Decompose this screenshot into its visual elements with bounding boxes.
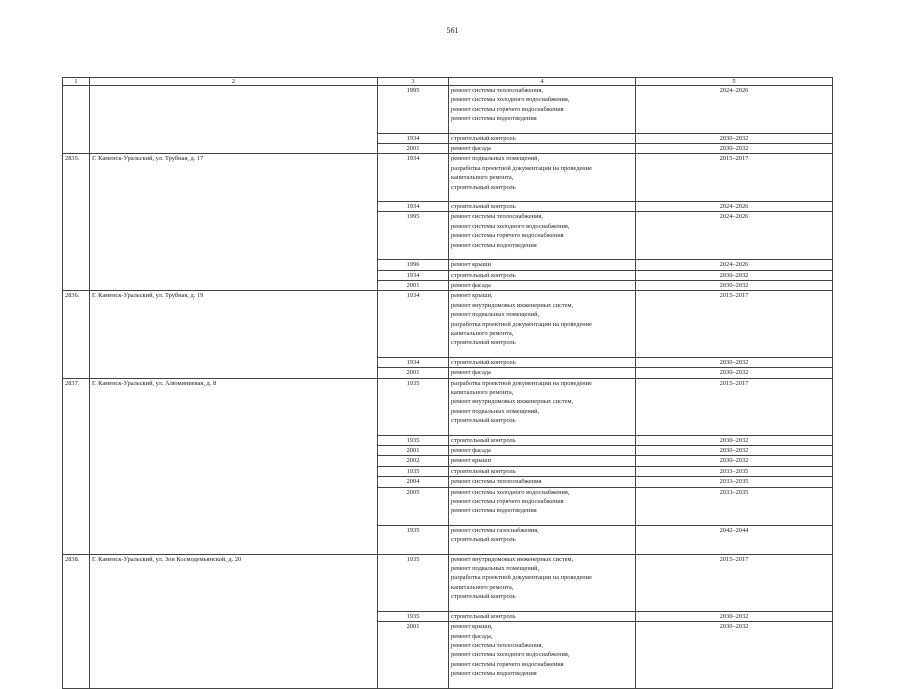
construction-year-cell: 1935	[378, 435, 449, 445]
work-item: ремонт подвальных помещений,	[451, 407, 540, 415]
address-cell: Г. Каменск-Уральский, ул. Зои Космодемьянской, д. 20	[90, 554, 378, 688]
work-list-cell	[449, 86, 636, 134]
work-item: ремонт системы горячего водоснабжения	[451, 105, 564, 113]
table-body	[63, 78, 833, 689]
work-item: ремонт системы водоотведения	[451, 507, 537, 515]
spacer	[451, 516, 633, 525]
work-item: строительный контроль	[451, 134, 516, 142]
work-item: ремонт системы теплоснабжения,	[451, 213, 544, 221]
work-list-cell	[449, 611, 636, 621]
construction-year-cell: 1935	[378, 378, 449, 435]
table-row	[63, 291, 833, 357]
work-list-cell	[449, 133, 636, 143]
period-cell: 2030–2032	[636, 611, 833, 621]
construction-year-cell: 2001	[378, 144, 449, 154]
entry-number-cell	[63, 86, 90, 154]
work-item: разработка проектной документации на проведение	[451, 320, 592, 328]
work-item: строительный контроль	[451, 271, 516, 279]
table-row	[63, 554, 833, 611]
period-cell: 2030–2032	[636, 456, 833, 466]
construction-year-cell: 1934	[378, 291, 449, 357]
spacer	[451, 545, 633, 554]
period-cell: 2024–2026	[636, 202, 833, 212]
work-item: капитального ремонта,	[451, 174, 514, 182]
construction-year-cell: 1934	[378, 133, 449, 143]
spacer	[451, 192, 633, 201]
construction-year-cell: 1995	[378, 86, 449, 134]
period-cell: 2030–2032	[636, 133, 833, 143]
spacer	[451, 679, 633, 688]
work-item: ремонт системы горячего водоснабжения	[451, 660, 564, 668]
column-number-row	[63, 78, 833, 86]
work-item: ремонт системы теплоснабжения,	[451, 87, 544, 94]
address-cell: Г. Каменск-Уральский, ул. Трубная, д. 17	[90, 154, 378, 291]
construction-year-cell: 2001	[378, 622, 449, 688]
construction-year-cell: 2005	[378, 487, 449, 525]
work-item: ремонт системы водоотведения	[451, 670, 537, 678]
work-item: ремонт подвальных помещений,	[451, 155, 540, 163]
page-number: 561	[446, 26, 459, 35]
construction-year-cell: 1935	[378, 611, 449, 621]
period-cell: 2030–2032	[636, 622, 833, 688]
work-list-cell	[449, 280, 636, 290]
entry-number-cell: 2835.	[63, 154, 90, 291]
spacer	[451, 602, 633, 611]
column-header: 4	[449, 78, 636, 86]
address-cell: Г. Каменск-Уральский, ул. Трубная, д. 19	[90, 291, 378, 378]
work-list-cell	[449, 378, 636, 435]
period-cell: 2042–2044	[636, 525, 833, 554]
period-cell: 2015–2017	[636, 154, 833, 202]
address-cell: Г. Каменск-Уральский, ул. Алюминиевая, д. 8	[90, 378, 378, 554]
construction-year-cell: 1935	[378, 525, 449, 554]
table-row	[63, 378, 833, 435]
period-cell: 2030–2032	[636, 280, 833, 290]
work-item: строительный контроль	[451, 417, 516, 425]
entry-number-cell: 2836.	[63, 291, 90, 378]
work-list-cell	[449, 554, 636, 611]
work-item: строительный контроль	[451, 593, 516, 601]
work-item: ремонт фасада	[451, 281, 491, 289]
column-header: 1	[63, 78, 90, 86]
construction-year-cell: 2004	[378, 477, 449, 487]
work-item: ремонт внутридомовых инженерных систем,	[451, 555, 574, 563]
period-cell: 2015–2017	[636, 291, 833, 357]
work-item: строительный контроль	[451, 536, 516, 544]
construction-year-cell: 1934	[378, 154, 449, 202]
construction-year-cell: 1934	[378, 202, 449, 212]
column-header: 3	[378, 78, 449, 86]
period-cell: 2030–2032	[636, 435, 833, 445]
work-item: разработка проектной документации на проведение	[451, 379, 592, 387]
work-item: строительный контроль	[451, 203, 516, 211]
work-item: ремонт системы водоотведения	[451, 241, 537, 249]
construction-year-cell: 1995	[378, 212, 449, 260]
period-cell: 2024–2026	[636, 86, 833, 134]
period-cell: 2015–2017	[636, 378, 833, 435]
work-item: ремонт крыши	[451, 457, 492, 465]
period-cell: 2030–2032	[636, 446, 833, 456]
work-list-cell	[449, 368, 636, 378]
work-item: ремонт крыши	[451, 261, 492, 269]
table-row	[63, 86, 833, 134]
work-list-cell	[449, 270, 636, 280]
work-list-cell	[449, 260, 636, 270]
work-list-cell	[449, 446, 636, 456]
column-header: 5	[636, 78, 833, 86]
construction-year-cell: 2002	[378, 456, 449, 466]
construction-year-cell: 1935	[378, 554, 449, 611]
construction-year-cell: 1934	[378, 357, 449, 367]
period-cell: 2033–2035	[636, 466, 833, 476]
entry-number-cell: 2837.	[63, 378, 90, 554]
construction-year-cell: 2001	[378, 368, 449, 378]
work-item: ремонт внутридомовых инженерных систем,	[451, 398, 574, 406]
work-item: ремонт системы холодного водоснабжения,	[451, 651, 570, 659]
work-list-cell	[449, 291, 636, 357]
work-item: ремонт подвальных помещений,	[451, 311, 540, 319]
work-item: капитального ремонта,	[451, 388, 514, 396]
work-item: капитального ремонта,	[451, 583, 514, 591]
construction-year-cell: 1934	[378, 270, 449, 280]
address-cell	[90, 86, 378, 154]
work-item: ремонт системы водоотведения	[451, 115, 537, 123]
spacer	[451, 348, 633, 357]
work-item: строительный контроль	[451, 612, 516, 620]
entry-number-cell: 2838.	[63, 554, 90, 688]
work-item: ремонт фасада	[451, 145, 491, 153]
work-item: ремонт системы горячего водоснабжения	[451, 232, 564, 240]
spacer	[451, 250, 633, 259]
period-cell: 2033–2035	[636, 487, 833, 525]
period-cell: 2015–2017	[636, 554, 833, 611]
work-list-cell	[449, 466, 636, 476]
work-list-cell	[449, 202, 636, 212]
work-item: ремонт системы холодного водоснабжения,	[451, 222, 570, 230]
period-cell: 2030–2032	[636, 144, 833, 154]
work-item: ремонт крыши,	[451, 292, 493, 300]
work-item: ремонт фасада	[451, 447, 491, 454]
construction-year-cell: 2001	[378, 280, 449, 290]
work-item: ремонт системы теплоснабжения,	[451, 641, 544, 649]
spacer	[451, 426, 633, 435]
period-cell: 2030–2032	[636, 357, 833, 367]
work-item: ремонт системы холодного водоснабжения,	[451, 96, 570, 104]
period-cell: 2024–2026	[636, 260, 833, 270]
work-list-cell	[449, 622, 636, 688]
period-cell: 2030–2032	[636, 368, 833, 378]
construction-year-cell: 1996	[378, 260, 449, 270]
work-item: ремонт фасада	[451, 369, 491, 377]
work-list-cell	[449, 212, 636, 260]
column-header: 2	[90, 78, 378, 86]
work-list-cell	[449, 357, 636, 367]
work-list-cell	[449, 435, 636, 445]
work-list-cell	[449, 144, 636, 154]
work-list-cell	[449, 487, 636, 525]
work-item: строительный контроль	[451, 339, 516, 347]
work-list-cell	[449, 154, 636, 202]
work-item: ремонт системы горячего водоснабжения	[451, 498, 564, 506]
construction-year-cell: 2001	[378, 446, 449, 456]
period-cell: 2024–2026	[636, 212, 833, 260]
period-cell: 2033–2035	[636, 477, 833, 487]
work-item: строительный контроль	[451, 358, 516, 366]
work-item: ремонт внутридомовых инженерных систем,	[451, 301, 574, 309]
table-row	[63, 154, 833, 202]
work-item: ремонт системы теплоснабжения	[451, 478, 542, 486]
work-item: строительный контроль	[451, 467, 516, 475]
work-item: разработка проектной документации на проведение	[451, 574, 592, 582]
work-list-cell	[449, 456, 636, 466]
work-list-cell	[449, 525, 636, 554]
construction-year-cell: 1935	[378, 466, 449, 476]
work-item: ремонт системы газоснабжения,	[451, 526, 539, 534]
repair-schedule-table	[62, 77, 833, 689]
work-item: капитального ремонта,	[451, 329, 514, 337]
work-item: ремонт фасада,	[451, 632, 493, 640]
period-cell: 2030–2032	[636, 270, 833, 280]
work-list-cell	[449, 477, 636, 487]
work-item: строительный контроль	[451, 183, 516, 191]
work-item: разработка проектной документации на проведение	[451, 164, 592, 172]
spacer	[451, 124, 633, 133]
work-item: ремонт системы холодного водоснабжения,	[451, 488, 570, 496]
work-item: ремонт крыши,	[451, 623, 493, 631]
work-item: строительный контроль	[451, 436, 516, 444]
work-item: ремонт подвальных помещений,	[451, 565, 540, 573]
